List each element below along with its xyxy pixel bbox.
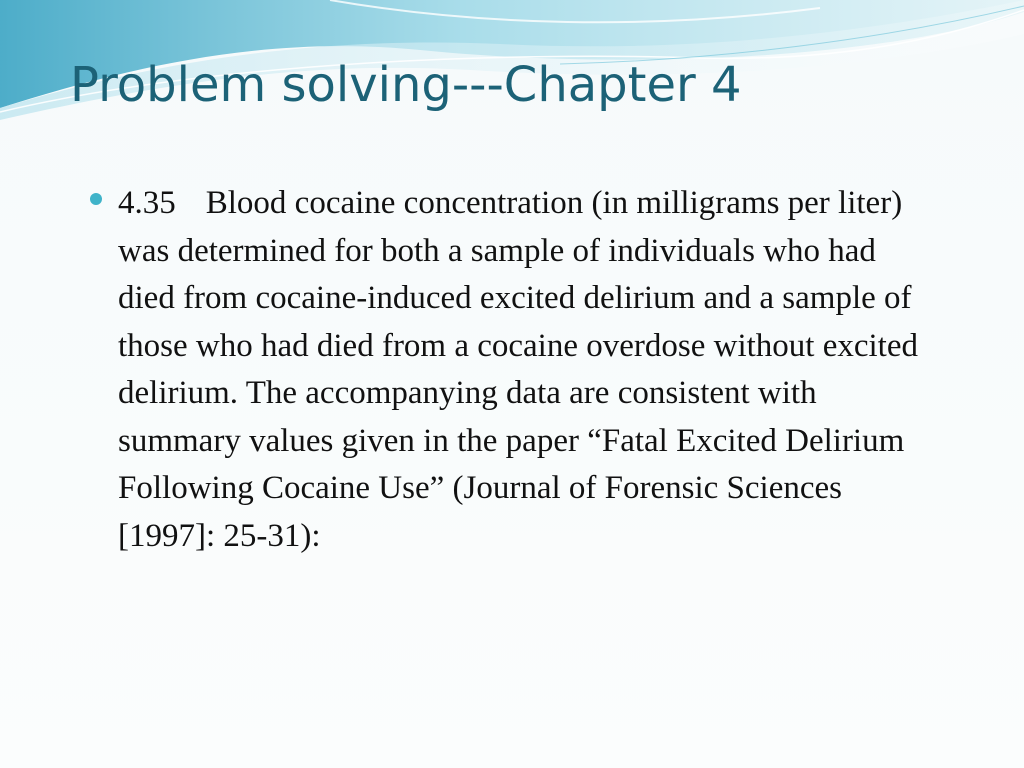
bullet-icon (90, 193, 102, 205)
problem-description: Blood cocaine concentration (in milligrams per liter) was determined for both a sample of individuals who had died from cocaine-induced excited delirium and a sample of those who had died from a cocaine overdose without excited delirium. The accompanying data are consistent with summary values given in the paper “Fatal Excited Delirium Following Cocaine Use” (Journal of Forensic Sciences [1997]: 25-31): (118, 185, 918, 554)
slide-body (90, 180, 930, 560)
bullet-text (118, 180, 928, 560)
problem-number: 4.35 (118, 185, 176, 221)
bullet-item (90, 180, 930, 560)
slide-title: Problem solving---Chapter 4 (70, 57, 742, 113)
